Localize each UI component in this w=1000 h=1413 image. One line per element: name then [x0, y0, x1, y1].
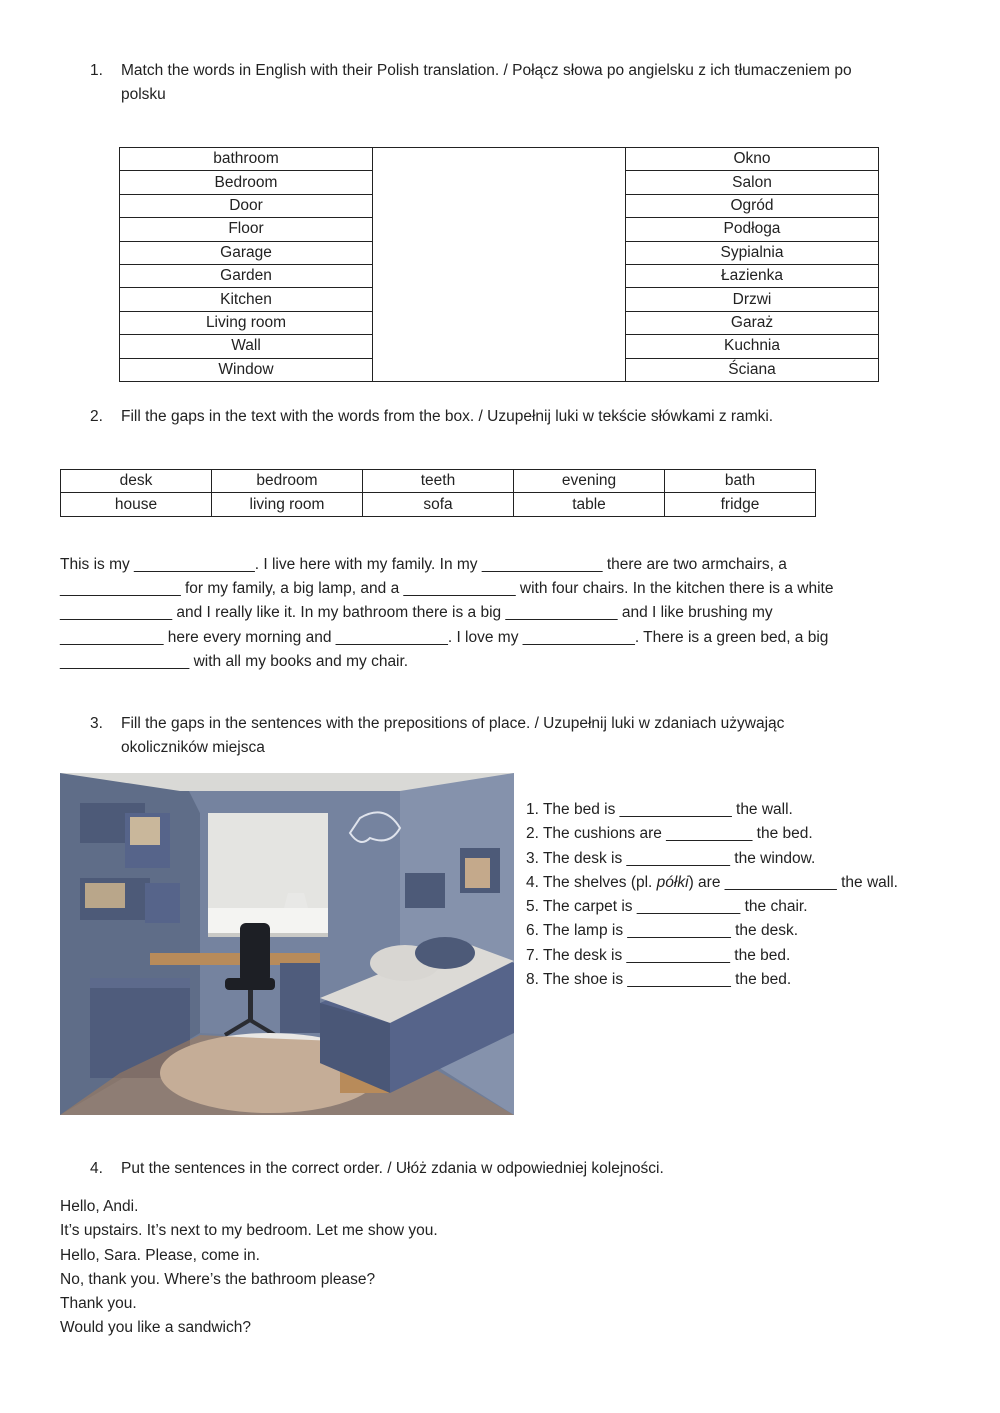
- gap-fill-paragraph: [60, 553, 940, 674]
- english-word: Kitchen: [120, 288, 373, 311]
- polish-word: Łazienka: [626, 264, 879, 287]
- matching-blank-column: [373, 148, 626, 382]
- english-word: Living room: [120, 311, 373, 334]
- word-box-cell: teeth: [363, 470, 514, 493]
- word-box-cell: house: [61, 493, 212, 516]
- desk-chair: [240, 923, 270, 983]
- sentence: 6. The lamp is ____________ the desk.: [526, 922, 799, 940]
- paragraph-line: _____________ and I really like it. In my bathroom there is a big _____________ and I like brushing my: [60, 604, 773, 622]
- word-box-cell: table: [514, 493, 665, 516]
- english-word: bathroom: [120, 148, 373, 171]
- sentence: 5. The carpet is ____________ the chair.: [526, 898, 808, 916]
- word-box-cell: desk: [61, 470, 212, 493]
- word-box-row: [61, 493, 816, 516]
- polish-word: Ogród: [626, 194, 879, 217]
- polish-word: Podłoga: [626, 218, 879, 241]
- polish-word: Drzwi: [626, 288, 879, 311]
- polish-word: Okno: [626, 148, 879, 171]
- english-word: Garden: [120, 264, 373, 287]
- word-box-cell: living room: [212, 493, 363, 516]
- polish-word: Sypialnia: [626, 241, 879, 264]
- polish-word-italic: półki: [656, 873, 689, 891]
- polish-word: Garaż: [626, 311, 879, 334]
- task-1-instruction-line2: polsku: [121, 86, 166, 103]
- sentence: 7. The desk is ____________ the bed.: [526, 946, 791, 964]
- dialogue-line: Thank you.: [60, 1295, 137, 1313]
- bedroom-photo: [60, 773, 514, 1115]
- dialogue-line: Would you like a sandwich?: [60, 1319, 251, 1337]
- english-word: Window: [120, 358, 373, 381]
- paragraph-line: ______________ for my family, a big lamp, and a _____________ with four chairs. In the kitchen there is a white: [60, 580, 834, 598]
- task-3-instruction-line1: Fill the gaps in the sentences with the prepositions of place. / Uzupełnij luki w zdaniach używając: [121, 715, 785, 732]
- english-word: Wall: [120, 335, 373, 358]
- word-box-cell: bath: [665, 470, 816, 493]
- task-3-number: 3.: [90, 715, 103, 732]
- sentence: 8. The shoe is ____________ the bed.: [526, 971, 792, 989]
- task-4-number: 4.: [90, 1160, 103, 1177]
- matching-row: [120, 148, 879, 171]
- word-box-cell: fridge: [665, 493, 816, 516]
- dialogue-line: Hello, Sara. Please, come in.: [60, 1246, 260, 1264]
- dialogue-line: It’s upstairs. It’s next to my bedroom. Let me show you.: [60, 1222, 438, 1240]
- dialogue-line: No, thank you. Where’s the bathroom please?: [60, 1270, 376, 1288]
- word-box-table: [60, 469, 816, 517]
- word-box-cell: sofa: [363, 493, 514, 516]
- dialogue-line: Hello, Andi.: [60, 1198, 139, 1215]
- word-box-row: [61, 470, 816, 493]
- paragraph-line: _______________ with all my books and my chair.: [60, 652, 409, 670]
- english-word: Garage: [120, 241, 373, 264]
- dialogue-lines: [60, 1195, 660, 1341]
- sentence: 2. The cushions are __________ the bed.: [526, 825, 813, 843]
- task-4-instruction-text: Put the sentences in the correct order. / Ułóż zdania w odpowiedniej kolejności.: [121, 1160, 664, 1177]
- task-1-instruction-line1: Match the words in English with their Polish translation. / Połącz słowa po angielsku z ich tłumaczeniem po: [121, 62, 852, 79]
- word-box-cell: evening: [514, 470, 665, 493]
- paragraph-line: ____________ here every morning and _____________. I love my _____________. There is a green bed, a big: [60, 628, 829, 646]
- polish-word: Salon: [626, 171, 879, 194]
- sentence: 3. The desk is ____________ the window.: [526, 849, 816, 867]
- task-3-instruction-line2: okoliczników miejsca: [121, 739, 265, 756]
- task-2-instruction-text: Fill the gaps in the text with the words from the box. / Uzupełnij luki w tekście słówkami z ramki.: [121, 408, 774, 425]
- word-box-cell: bedroom: [212, 470, 363, 493]
- desk-lamp: [284, 893, 308, 908]
- english-word: Floor: [120, 218, 373, 241]
- sentence: 1. The bed is _____________ the wall.: [526, 801, 793, 818]
- matching-table: [119, 147, 879, 382]
- english-word: Bedroom: [120, 171, 373, 194]
- english-word: Door: [120, 194, 373, 217]
- sentence-shelves: 4. The shelves (pl. półki) are _____________ the wall.: [526, 873, 898, 891]
- polish-word: Kuchnia: [626, 335, 879, 358]
- task-2-number: 2.: [90, 408, 103, 425]
- paragraph-line: This is my ______________. I live here with my family. In my ______________ there are two armchairs, a: [60, 556, 787, 573]
- polish-word: Ściana: [626, 358, 879, 381]
- prepositions-sentences: [526, 798, 966, 992]
- task-1-number: 1.: [90, 62, 103, 79]
